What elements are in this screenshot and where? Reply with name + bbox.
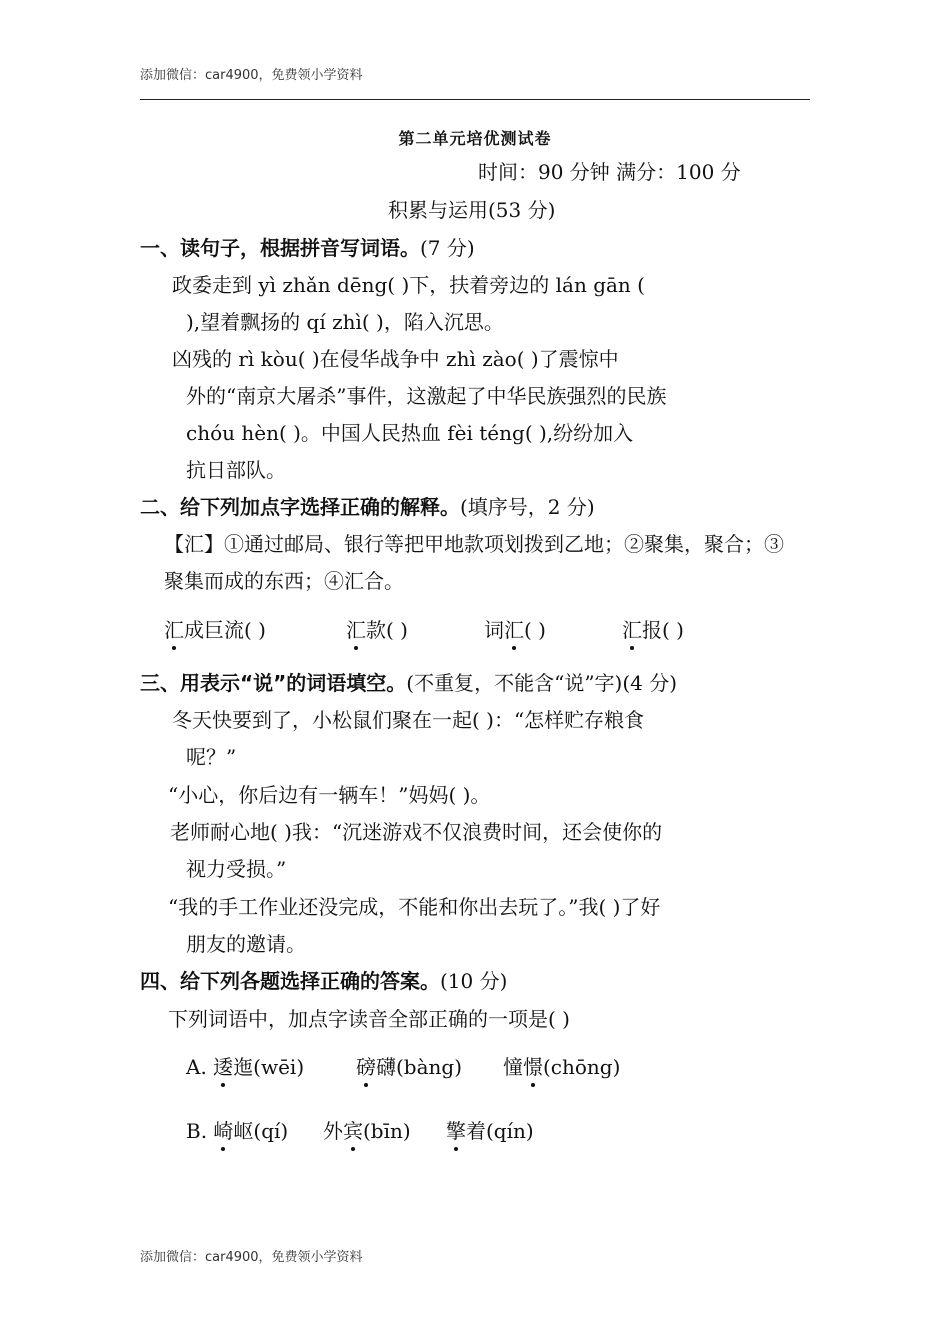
q3-line: 视力受损。” <box>186 857 287 881</box>
q1-line: ),望着飘扬的 qí zhì( )，陷入沉思。 <box>186 310 504 334</box>
q2-definition: 聚集而成的东西；④汇合。 <box>164 569 404 593</box>
q3-line: 老师耐心地( )我：“沉迷游戏不仅浪费时间，还会使你的 <box>170 820 663 844</box>
header-note: 添加微信：car4900，免费领小学资料 <box>140 68 363 83</box>
q4-option-b: B. 崎岖(qí) <box>186 1119 289 1143</box>
q4-heading: 四、给下列各题选择正确的答案。(10 分) <box>140 969 508 993</box>
q2-item: 汇成巨流( ) <box>164 618 266 642</box>
q2-item: 汇款( ) <box>346 618 408 642</box>
q4-option-a: 憧憬(chōng) <box>503 1055 621 1079</box>
part-heading: 积累与运用(53 分) <box>388 198 556 222</box>
header-divider <box>140 99 810 100</box>
q3-line: “我的手工作业还没完成，不能和你出去玩了。”我( )了好 <box>168 895 661 919</box>
q3-heading: 三、用表示“说”的词语填空。(不重复，不能含“说”字)(4 分) <box>140 671 678 695</box>
q2-definition: 【汇】①通过邮局、银行等把甲地款项划拨到乙地；②聚集，聚合；③ <box>164 532 784 556</box>
q4-stem: 下列词语中，加点字读音全部正确的一项是( ) <box>168 1007 570 1031</box>
q2-heading: 二、给下列加点字选择正确的解释。(填序号，2 分) <box>140 495 595 519</box>
q1-line: 外的“南京大屠杀”事件，这激起了中华民族强烈的民族 <box>186 384 667 408</box>
q1-line: 凶残的 rì kòu( )在侵华战争中 zhì zào( )了震惊中 <box>172 347 619 371</box>
page-title: 第二单元培优测试卷 <box>398 129 552 148</box>
q1-line: 政委走到 yì zhǎn dēng( )下，扶着旁边的 lán gān ( <box>172 273 645 297</box>
q3-line: “小心，你后边有一辆车！”妈妈( )。 <box>168 783 491 807</box>
q1-line: chóu hèn( )。中国人民热血 fèi téng( ),纷纷加入 <box>186 421 634 445</box>
q1-heading: 一、读句子，根据拼音写词语。(7 分) <box>140 236 475 260</box>
q4-option-a: A. 逶迤(wēi) <box>186 1055 305 1079</box>
footer-note: 添加微信：car4900，免费领小学资料 <box>140 1250 363 1265</box>
q4-option-a: 磅礴(bàng) <box>356 1055 463 1079</box>
exam-meta: 时间：90 分钟 满分：100 分 <box>478 160 741 184</box>
q1-line: 抗日部队。 <box>186 458 286 482</box>
q4-option-b: 外宾(bīn) <box>323 1119 411 1143</box>
q4-option-b: 擎着(qín) <box>446 1119 534 1143</box>
q2-item: 汇报( ) <box>622 618 684 642</box>
q3-line: 冬天快要到了，小松鼠们聚在一起( )：“怎样贮存粮食 <box>172 708 645 732</box>
q2-item: 词汇( ) <box>484 618 546 642</box>
q3-line: 呢？” <box>186 745 237 769</box>
q3-line: 朋友的邀请。 <box>186 932 306 956</box>
